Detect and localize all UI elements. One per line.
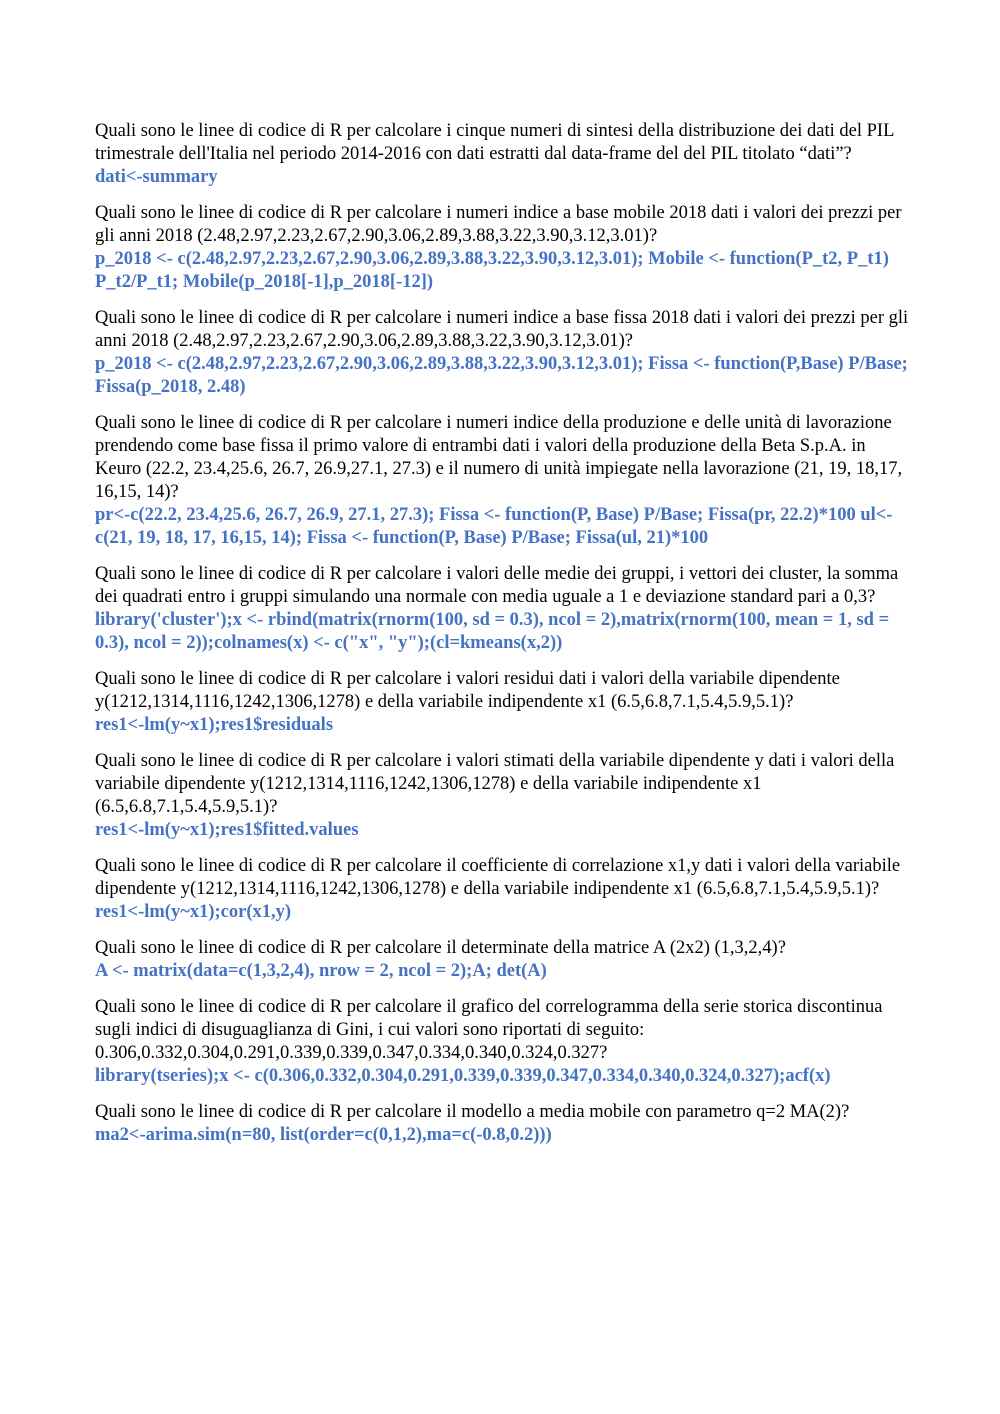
qa-item-6: [95, 668, 910, 737]
answer-code: p_2018 <- c(2.48,2.97,2.23,2.67,2.90,3.06,2.89,3.88,3.22,3.90,3.12,3.01); Fissa <- function(P,Base) P/Base; Fissa(p_2018, 2.48): [95, 354, 908, 397]
question-text: Quali sono le linee di codice di R per calcolare i valori residui dati i valori della variabile dipendente y(1212,1314,1116,1242,1306,1278) e della variabile indipendente x1 (6.5,6.8,7.1,5.4,5.9,5.1)?: [95, 669, 840, 712]
answer-code: library('cluster');x <- rbind(matrix(rnorm(100, sd = 0.3), ncol = 2),matrix(rnorm(100, mean = 1, sd = 0.3), ncol = 2));colnames(x) <- c("x", "y");(cl=kmeans(x,2)): [95, 610, 890, 653]
question-text: Quali sono le linee di codice di R per calcolare i numeri indice a base fissa 2018 dati i valori dei prezzi per gli anni 2018 (2.48,2.97,2.23,2.67,2.90,3.06,2.89,3.88,3.22,3.90,3.12,3.01)?: [95, 308, 909, 351]
answer-code: res1<-lm(y~x1);res1$fitted.values: [95, 820, 359, 840]
answer-code: ma2<-arima.sim(n=80, list(order=c(0,1,2),ma=c(-0.8,0.2))): [95, 1125, 552, 1145]
answer-code: res1<-lm(y~x1);res1$residuals: [95, 715, 334, 735]
question-text: Quali sono le linee di codice di R per calcolare i numeri indice della produzione e delle unità di lavorazione prendendo come base fissa il primo valore di entrambi dati i valori della produzione della Beta S.p.A. in Keuro (22.2, 23.4,25.6, 26.7, 26.9,27.1, 27.3) e il numero di unità impiegate nella lavorazione (21, 19, 18,17, 16,15, 14)?: [95, 413, 903, 502]
qa-item-2: [95, 202, 910, 294]
qa-item-1: [95, 120, 910, 189]
qa-item-10: [95, 996, 910, 1088]
qa-item-4: [95, 412, 910, 550]
question-text: Quali sono le linee di codice di R per calcolare i cinque numeri di sintesi della distribuzione dei dati del PIL trimestrale dell'Italia nel periodo 2014-2016 con dati estratti dal data-frame del del PIL titolato “dati”?: [95, 121, 894, 164]
question-text: Quali sono le linee di codice di R per calcolare i valori delle medie dei gruppi, i vettori dei cluster, la somma dei quadrati entro i gruppi simulando una normale con media uguale a 1 e deviazione standard pari a 0,3?: [95, 564, 899, 607]
answer-code: pr<-c(22.2, 23.4,25.6, 26.7, 26.9, 27.1, 27.3); Fissa <- function(P, Base) P/Base; Fissa(pr, 22.2)*100 ul<-c(21, 19, 18, 17, 16,15, 14); Fissa <- function(P, Base) P/Base; Fissa(ul, 21)*100: [95, 505, 893, 548]
qa-item-5: [95, 563, 910, 655]
question-text: Quali sono le linee di codice di R per calcolare il modello a media mobile con parametro q=2 MA(2)?: [95, 1102, 850, 1122]
question-text: Quali sono le linee di codice di R per calcolare i valori stimati della variabile dipendente y dati i valori della variabile dipendente y(1212,1314,1116,1242,1306,1278) e della variabile indipendente x1 (6.5,6.8,7.1,5.4,5.9,5.1)?: [95, 751, 895, 817]
answer-code: p_2018 <- c(2.48,2.97,2.23,2.67,2.90,3.06,2.89,3.88,3.22,3.90,3.12,3.01); Mobile <- function(P_t2, P_t1) P_t2/P_t1; Mobile(p_2018[-1],p_2018[-12]): [95, 249, 889, 292]
answer-code: dati<-summary: [95, 167, 218, 187]
qa-item-7: [95, 750, 910, 842]
question-text: Quali sono le linee di codice di R per calcolare il determinate della matrice A (2x2) (1,3,2,4)?: [95, 938, 786, 958]
question-text: Quali sono le linee di codice di R per calcolare il coefficiente di correlazione x1,y dati i valori della variabile dipendente y(1212,1314,1116,1242,1306,1278) e della variabile indipendente x1 (6.5,6.8,7.1,5.4,5.9,5.1)?: [95, 856, 901, 899]
qa-item-3: [95, 307, 910, 399]
answer-code: res1<-lm(y~x1);cor(x1,y): [95, 902, 292, 922]
answer-code: library(tseries);x <- c(0.306,0.332,0.304,0.291,0.339,0.339,0.347,0.334,0.340,0.324,0.327);acf(x): [95, 1066, 831, 1086]
answer-code: A <- matrix(data=c(1,3,2,4), nrow = 2, ncol = 2);A; det(A): [95, 961, 547, 981]
qa-item-9: [95, 937, 910, 983]
question-text: Quali sono le linee di codice di R per calcolare i numeri indice a base mobile 2018 dati i valori dei prezzi per gli anni 2018 (2.48,2.97,2.23,2.67,2.90,3.06,2.89,3.88,3.22,3.90,3.12,3.01)?: [95, 203, 902, 246]
question-text: Quali sono le linee di codice di R per calcolare il grafico del correlogramma della serie storica discontinua sugli indici di disuguaglianza di Gini, i cui valori sono riportati di seguito: 0.306,0.332,0.304,0.291,0.339,0.339,0.347,0.334,0.340,0.324,0.327?: [95, 997, 883, 1063]
qa-item-8: [95, 855, 910, 924]
qa-item-11: [95, 1101, 910, 1147]
document-page: [95, 120, 910, 1160]
